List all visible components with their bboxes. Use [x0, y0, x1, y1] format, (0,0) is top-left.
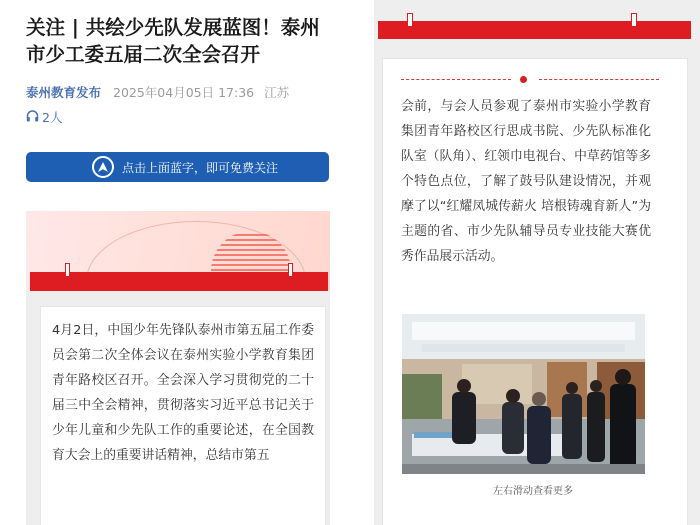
headphones-icon [26, 110, 39, 125]
dashed-divider-right [539, 79, 659, 80]
dashed-divider-left [401, 79, 511, 80]
red-banner-bar [30, 272, 328, 291]
article-content-card [26, 211, 330, 525]
follow-banner-text: 点击上面蓝字，即可免费关注 [122, 160, 279, 175]
event-photo [402, 314, 645, 474]
banner-peg-left [407, 13, 413, 27]
follow-banner[interactable] [26, 152, 329, 182]
article-screen-right [374, 0, 700, 525]
content-paper [40, 306, 326, 525]
article-paragraph: 会前，与会人员参观了泰州市实验小学教育集团青年路校区行思成书院、少先队标准化队室（队角）、红领巾电视台、中草药馆等多个特色点位，了解了鼓号队建设情况，并观摩了以“红耀凤城传薪火 培根铸魂育新人”为主题的省、市少先队辅导员专业技能大赛优秀作品展示活动。 [401, 99, 651, 264]
event-photo-carousel[interactable] [402, 314, 645, 474]
listen-count-label: 2人 [42, 110, 63, 125]
up-arrow-icon [92, 156, 114, 178]
divider-dot [520, 76, 527, 83]
banner-peg-left [65, 263, 70, 277]
publish-region: 江苏 [264, 85, 290, 100]
publish-date: 2025年04月05日 17:36 [113, 85, 255, 100]
banner-peg-right [288, 263, 293, 277]
photo-caption: 左右滑动查看更多 [493, 486, 573, 497]
article-meta [26, 83, 289, 101]
listen-count[interactable] [26, 108, 62, 126]
banner-peg-right [631, 13, 637, 27]
content-paper [382, 58, 688, 525]
account-name-link[interactable]: 泰州教育发布 [26, 85, 102, 100]
red-banner-bar [378, 21, 691, 39]
article-title: 关注 | 共绘少先队发展蓝图！泰州市少工委五届二次全会召开 [26, 16, 320, 66]
article-paragraph: 4月2日，中国少年先锋队泰州市第五届工作委员会第二次全体会议在泰州实验小学教育集团青年路校区召开。全会深入学习贯彻党的二十届三中全会精神，贯彻落实习近平总书记关于少年儿童和少先队工作的重要论述，在全国教育大会上的重要讲话精神，总结市第五 [52, 323, 314, 463]
article-screen-left [0, 0, 345, 525]
